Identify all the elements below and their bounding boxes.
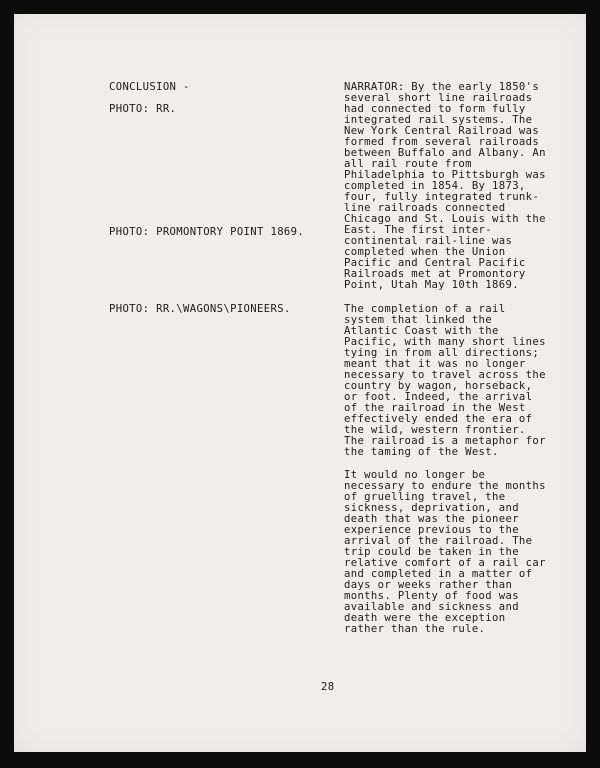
- cue-photo-wagons-pioneers: PHOTO: RR.\WAGONS\PIONEERS.: [109, 303, 291, 315]
- narration-paragraph-1: NARRATOR: By the early 1850's several short line railroads had connected to form fully integrated rail systems. The New York Central Railroad was formed from several railroads between Buffalo and Albany. An all rail route from Philadelphia to Pittsburgh was completed in 1854. By 1873, four, fully integrated trunk- line railroads connected Chicago and St. Louis with the East. The first inter- continental rail-line was completed when the Union Pacific and Central Pacific Railroads met at Promontory Point, Utah May 10th 1869.: [344, 81, 546, 291]
- document-page: [14, 14, 586, 752]
- narration-paragraph-2: The completion of a rail system that linked the Atlantic Coast with the Pacific, with many short lines tying in from all directions; meant that it was no longer necessary to travel across the country by wagon, horseback, or foot. Indeed, the arrival of the railroad in the West effectively ended the era of the wild, western frontier. The railroad is a metaphor for the taming of the West.: [344, 303, 546, 458]
- cue-conclusion: CONCLUSION -: [109, 81, 190, 93]
- page-number: 28: [321, 681, 335, 693]
- narration-paragraph-3: It would no longer be necessary to endure the months of gruelling travel, the sickness, deprivation, and death that was the pioneer experience previous to the arrival of the railroad. The trip could be taken in the relative comfort of a rail car and completed in a matter of days or weeks rather than months. Plenty of food was available and sickness and death were the exception rather than the rule.: [344, 469, 546, 635]
- cue-photo-rr: PHOTO: RR.: [109, 103, 177, 115]
- cue-photo-promontory-point: PHOTO: PROMONTORY POINT 1869.: [109, 226, 305, 238]
